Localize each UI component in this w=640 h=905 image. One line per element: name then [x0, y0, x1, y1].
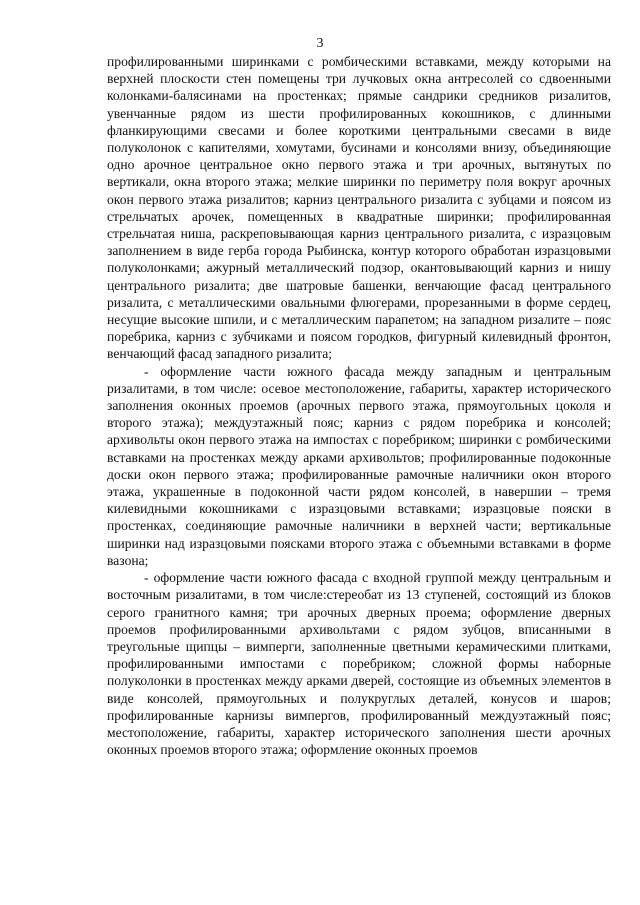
paragraph-continuation: профилированными ширинками с ромбическими вставками, между которыми на верхней плоскости стен помещены три лучковых окна антресолей со сдвоенными колонками-балясинами на простенках; прямые сандрики средников ризалитов, увенчанные рядом из шести профилированных кокошников, с длинными фланкирующими свесами и более короткими центральными свесами в виде полуколонок с капителями, хомутами, бусинами и консолями внизу, объединяющие одно арочное центральное окно первого этажа и три арочных, вытянутых по вертикали, окна второго этажа; мелкие ширинки по периметру поля вокруг арочных окон первого этажа ризалитов; карниз центрального ризалита с зубцами и поясом из стрельчатых арочек, помещенных в квадратные ширинки; профилированная стрельчатая ниша, раскреповывающая карниз центрального ризалита, с изразцовым заполнением в виде герба города Рыбинска, контур которого обработан изразцовыми полуколонками; ажурный металлический подзор, окантовывающий карниз и нишу центрального ризалита; две шатровые башенки, венчающие фасад центрального ризалита, с металлическими овальными флюгерами, прорезанными в форме сердец, несущие высокие шпили, и с металлическим парапетом; на западном ризалите – пояс поребрика, карниз с зубчиками и поясом городков, фигурный килевидный фронтон, венчающий фасад западного ризалита;	[107, 54, 611, 362]
paragraph-west-central-facade: - оформление части южного фасада между западным и центральным ризалитами, в том числе: осевое местоположение, габариты, характер исторического заполнения оконных проемов (арочных первого этажа, прямоугольных цоколя и второго этажа); междуэтажный пояс; карниз с рядом поребрика и консолей; архивольты окон первого этажа на импостах с поребриком; ширинки с ромбическими вставками на простенках между арками архивольтов; профилированные подоконные доски окон первого этажа; профилированные рамочные наличники окон второго этажа, украшенные в подоконной части рядом консолей, в навершии – тремя килевидными кокошниками с изразцовыми вставками; изразцовые пояски в простенках, соединяющие рамочные наличники в верхней части; вертикальные ширинки над изразцовыми поясками второго этажа с объемными вставками в форме вазона;	[107, 363, 611, 568]
paragraph-entrance-group-facade: - оформление части южного фасада с входной группой между центральным и восточным ризалитами, в том числе:стереобат из 13 ступеней, состоящий из блоков серого гранитного камня; три арочных дверных проема; оформление дверных проемов профилированными архивольтами с рядом зубцов, вписанными в треугольные щипцы – вимперги, заполненные цветными керамическими плитками, профилированными импостами с поребриком; сложной формы наборные полуколонки в простенках между арками дверей, состоящие из объемных элементов в виде консолей, прямоугольных и полукруглых деталей, конусов и шаров; профилированные карнизы вимпергов, профилированный междуэтажный пояс; местоположение, габариты, характер исторического заполнения шести арочных оконных проемов второго этажа; оформление оконных проемов	[107, 570, 611, 758]
page-number: 3	[316, 36, 324, 51]
document-body	[107, 53, 611, 758]
